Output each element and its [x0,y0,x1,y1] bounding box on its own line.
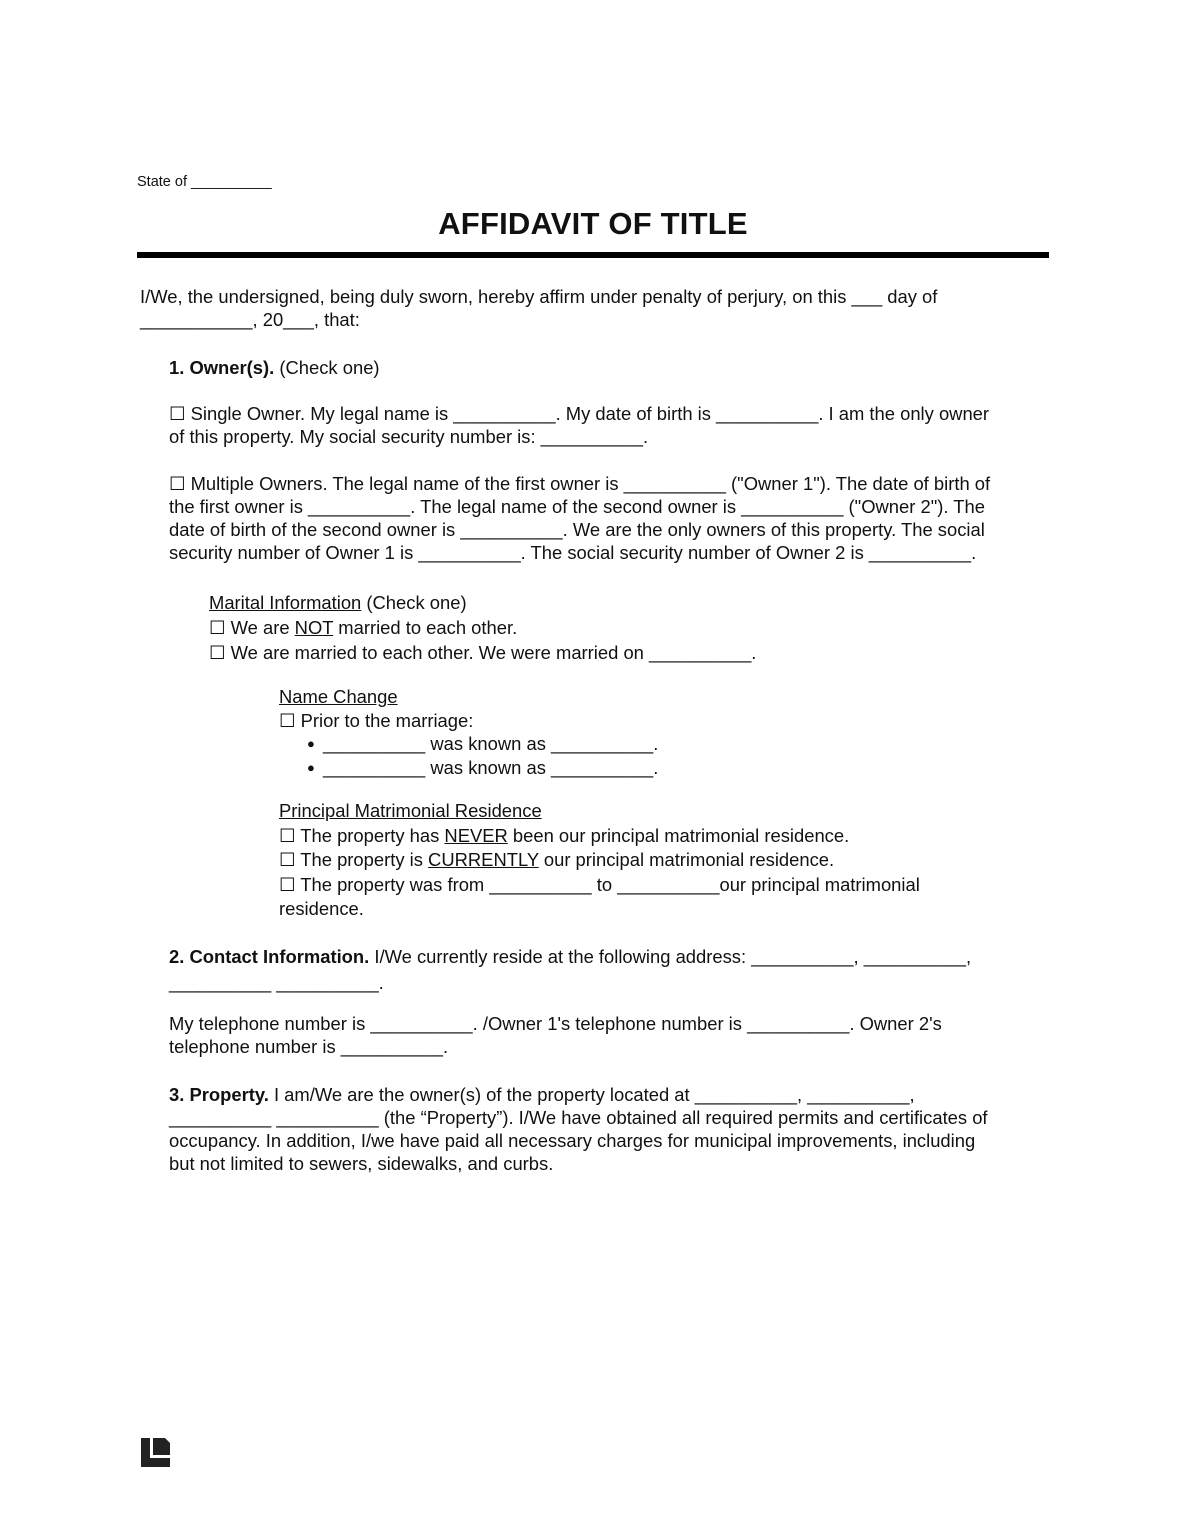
single-owner-line-2: of this property. My social security number is: __________. [169,426,649,447]
married-option [209,640,909,665]
not-married-text-pre: We are [225,617,295,638]
name-change-heading: Name Change [279,686,398,707]
prior-to-marriage-option [279,709,879,733]
single-owner-checkbox[interactable]: ☐ [169,403,186,424]
multiple-owners-checkbox[interactable]: ☐ [169,473,186,494]
section-3-line-2: __________ __________ (the “Property”). I/We have obtained all required permits and certificates of [169,1107,988,1128]
never-emphasis: NEVER [444,824,508,846]
married-checkbox[interactable]: ☐ [209,642,226,663]
name-change-list [279,732,879,779]
state-of-field: State of __________ [137,174,272,190]
not-married-checkbox[interactable]: ☐ [209,617,226,638]
marital-information [209,590,909,665]
section-3-property [169,1083,1049,1175]
single-owner-line-1: Single Owner. My legal name is __________. My date of birth is __________. I am the only owner [185,403,990,424]
not-married-option [209,615,909,640]
multiple-owners-option [169,472,1049,564]
telephone-paragraph [169,1012,1049,1058]
intro-line-2: ___________, 20___, that: [140,309,360,330]
title-divider [137,252,1049,258]
section-2-line-1: I/We currently reside at the following address: __________, __________, [369,946,972,967]
residence-period-checkbox[interactable]: ☐ [279,873,296,895]
legal-templates-logo-icon [141,1438,171,1468]
telephone-line-2: telephone number is __________. [169,1036,449,1057]
name-change-item: ● __________ was known as __________. [279,756,879,780]
intro-paragraph [140,285,1020,331]
section-2-number: 2. Contact Information. [169,946,370,967]
multiple-owners-line-2: the first owner is __________. The legal name of the second owner is __________ ("Owner 2"). The [169,496,985,517]
residence-never-option [279,824,999,849]
multiple-owners-line-3: date of birth of the second owner is __________. We are the only owners of this property. The social [169,519,985,540]
marital-note: (Check one) [361,592,467,613]
residence-never-checkbox[interactable]: ☐ [279,824,296,846]
section-1-note: (Check one) [274,357,380,378]
residence-heading: Principal Matrimonial Residence [279,800,542,821]
residence-never-post: been our principal matrimonial residence. [507,824,850,846]
name-change [279,685,879,779]
residence-period-option [279,873,999,898]
section-3-line-1: I am/We are the owner(s) of the property located at __________, __________, [268,1084,915,1105]
marital-heading: Marital Information [209,592,362,613]
single-owner-option [169,402,1049,448]
prior-to-marriage-text: Prior to the marriage: [295,709,474,731]
residence-never-pre: The property has [295,824,445,846]
residence-currently-option [279,848,999,873]
principal-matrimonial-residence [279,799,999,922]
section-3-line-3: occupancy. In addition, I/we have paid all necessary charges for municipal improvements, including [169,1130,976,1151]
prior-to-marriage-checkbox[interactable]: ☐ [279,709,296,731]
section-1-number: 1. Owner(s). [169,357,275,378]
name-change-item: ● __________ was known as __________. [279,732,879,756]
not-married-text-post: married to each other. [333,617,518,638]
document-title: AFFIDAVIT OF TITLE [438,206,748,241]
residence-currently-pre: The property is [295,849,429,870]
residence-currently-post: our principal matrimonial residence. [538,849,835,870]
multiple-owners-line-4: security number of Owner 1 is __________. The social security number of Owner 2 is __________. [169,542,977,563]
multiple-owners-line-1: Multiple Owners. The legal name of the first owner is __________ ("Owner 1"). The date of birth of [185,473,991,494]
residence-period-line-2: residence. [279,898,364,919]
section-2-contact [169,945,1049,994]
not-emphasis: NOT [294,617,334,638]
currently-emphasis: CURRENTLY [428,849,539,870]
section-2-line-2: __________ __________. [169,971,384,993]
intro-line-1: I/We, the undersigned, being duly sworn, hereby affirm under penalty of perjury, on this ___ day of [140,286,938,307]
section-3-line-4: but not limited to sewers, sidewalks, and curbs. [169,1153,554,1174]
married-text: We are married to each other. We were married on __________. [225,642,757,663]
residence-currently-checkbox[interactable]: ☐ [279,849,296,870]
section-1-heading [169,356,380,379]
residence-period-line-1: The property was from __________ to __________our principal matrimonial [295,873,920,895]
telephone-line-1: My telephone number is __________. /Owner 1's telephone number is __________. Owner 2's [169,1013,942,1034]
section-3-number: 3. Property. [169,1084,269,1105]
